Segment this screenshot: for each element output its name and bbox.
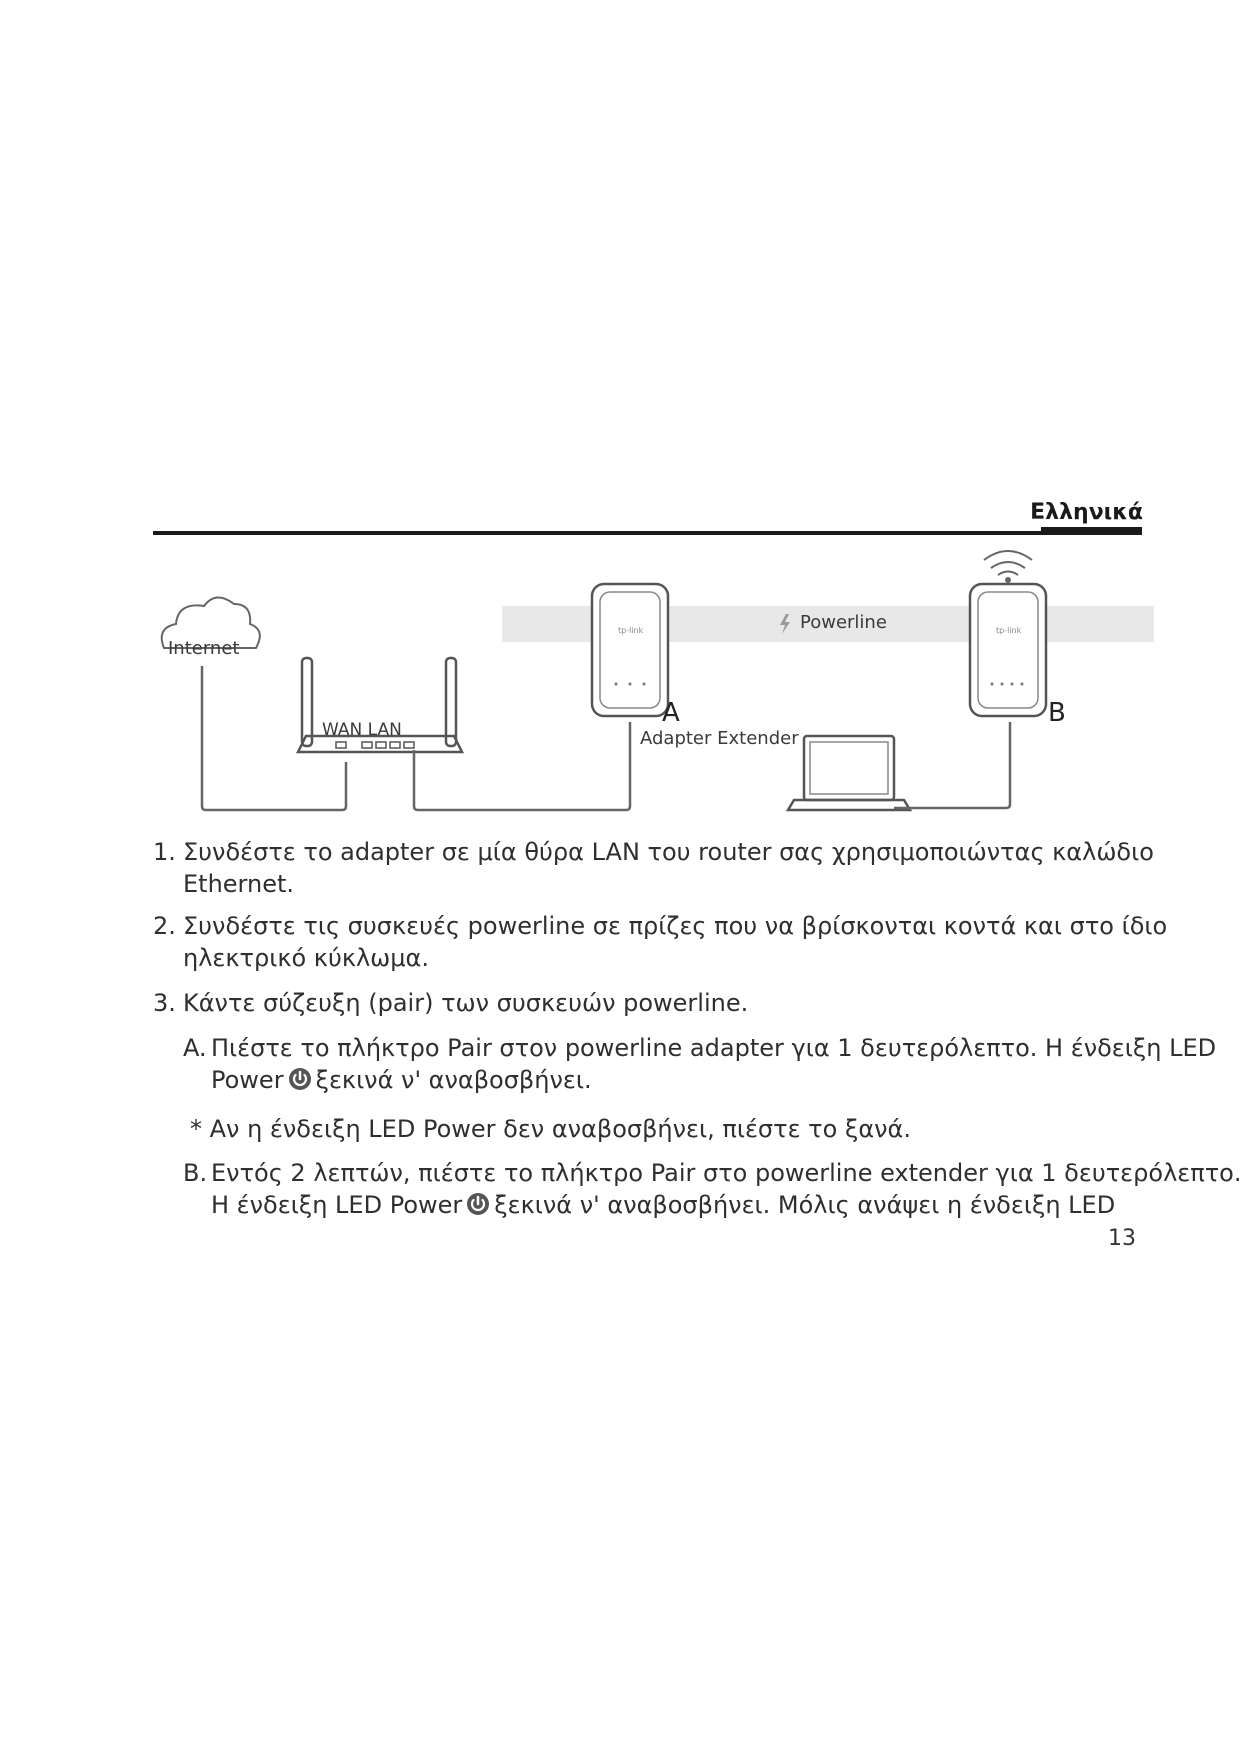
step-2-number: 2. xyxy=(153,912,176,940)
setup-diagram xyxy=(150,540,1160,820)
language-label: Ελληνικά xyxy=(1030,500,1143,525)
substep-b-line-2 xyxy=(211,1189,1115,1221)
adapter-extender-label: Adapter Extender xyxy=(640,728,799,749)
power-icon xyxy=(466,1192,490,1216)
step-1-number: 1. xyxy=(153,838,176,866)
laptop-cable xyxy=(894,722,1010,808)
device-a-letter: A xyxy=(662,698,680,728)
brand-mark-b: tp-link xyxy=(996,626,1022,635)
step-1-line-2: Ethernet. xyxy=(183,870,295,898)
substep-b-rest: ξεκινά ν' αναβοσβήνει. Μόλις ανάψει η ένδειξη LED xyxy=(494,1191,1116,1219)
step-1-line-1: Συνδέστε το adapter σε μία θύρα LAN του router σας χρησιμοποιώντας καλώδιο xyxy=(183,838,1154,866)
substep-a-line-1: Πιέστε το πλήκτρο Pair στον powerline adapter για 1 δευτερόλεπτο. Η ένδειξη LED xyxy=(211,1034,1217,1062)
page-number: 13 xyxy=(1108,1226,1136,1251)
step-2-line-1: Συνδέστε τις συσκευές powerline σε πρίζες που να βρίσκονται κοντά και στο ίδιο xyxy=(183,912,1168,940)
router-ports-label: WAN LAN xyxy=(322,720,402,740)
laptop-icon xyxy=(788,736,910,810)
step-3-number: 3. xyxy=(153,989,176,1017)
substep-b-prefix: B. xyxy=(183,1159,208,1187)
step-3-line-1: Κάντε σύζευξη (pair) των συσκευών powerline. xyxy=(183,989,749,1017)
substep-a-line-2 xyxy=(211,1064,592,1096)
wifi-icon xyxy=(984,551,1032,582)
power-icon xyxy=(288,1067,312,1091)
powerline-extender-b xyxy=(970,584,1046,716)
substep-b-led-power: Η ένδειξη LED Power xyxy=(211,1191,463,1219)
brand-mark-a: tp-link xyxy=(618,626,644,635)
device-b-letter: B xyxy=(1048,698,1066,728)
header-rule-tab xyxy=(1041,527,1142,535)
substep-a-rest: ξεκινά ν' αναβοσβήνει. xyxy=(315,1066,592,1094)
substep-a-prefix: A. xyxy=(183,1034,207,1062)
powerline-label: Powerline xyxy=(800,612,887,633)
substep-a-power-word: Power xyxy=(211,1066,284,1094)
header-rule xyxy=(153,531,1142,535)
note-line: * Αν η ένδειξη LED Power δεν αναβοσβήνει, πιέστε το ξανά. xyxy=(190,1115,911,1143)
step-2-line-2: ηλεκτρικό κύκλωμα. xyxy=(183,944,429,972)
substep-b-line-1: Εντός 2 λεπτών, πιέστε το πλήκτρο Pair στο powerline extender για 1 δευτερόλεπτο. xyxy=(211,1159,1241,1187)
powerline-adapter-a xyxy=(592,584,668,716)
internet-label: Internet xyxy=(168,638,240,659)
